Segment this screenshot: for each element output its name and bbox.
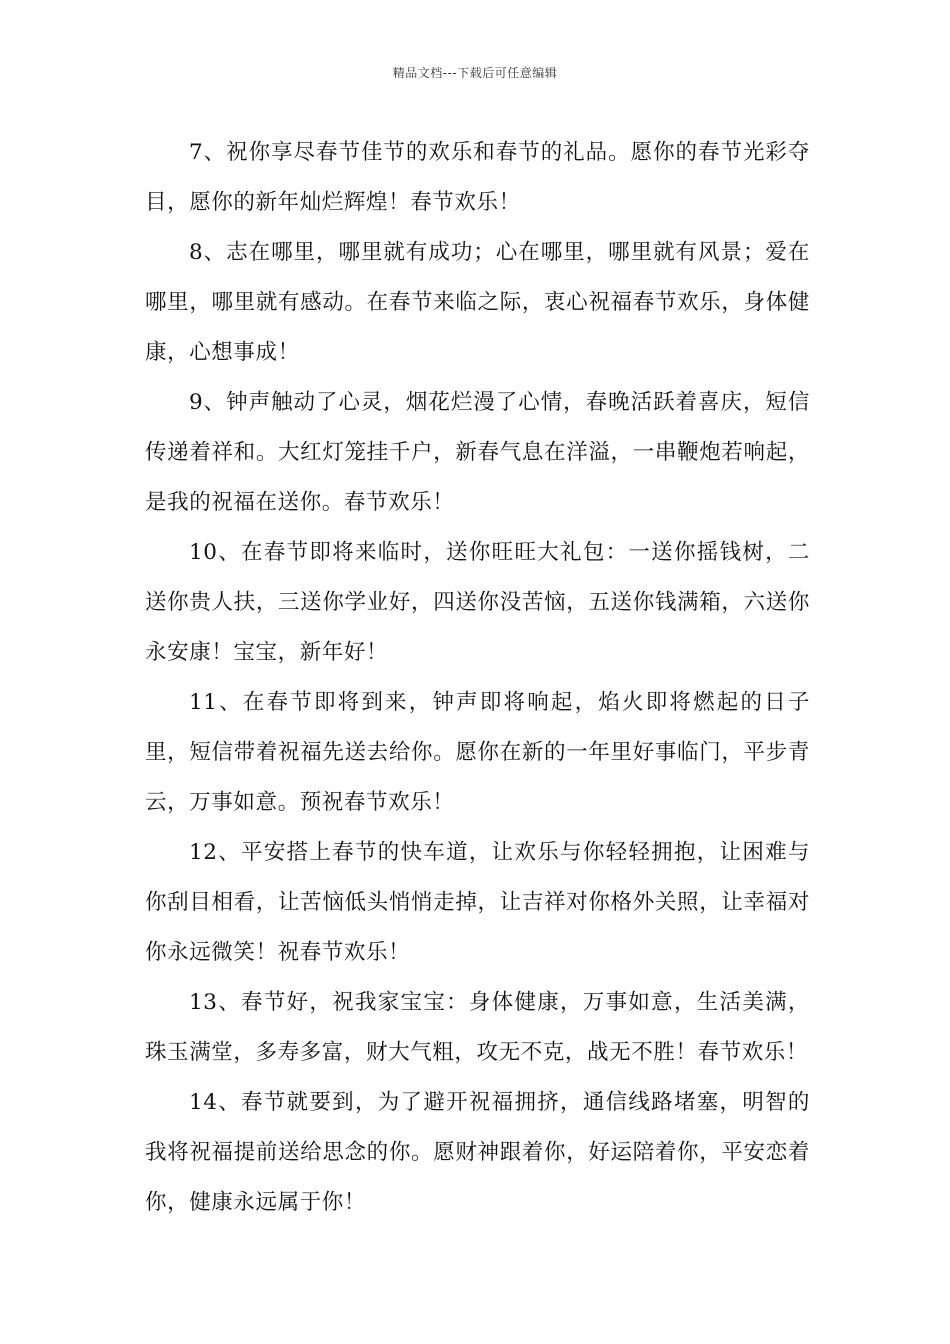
document-body	[145, 128, 810, 1228]
paragraph-10: 10、在春节即将来临时，送你旺旺大礼包：一送你摇钱树，二送你贵人扶，三送你学业好，四送你没苦恼，五送你钱满箱，六送你永安康！宝宝，新年好！	[145, 540, 810, 665]
paragraph-13: 13、春节好，祝我家宝宝：身体健康，万事如意，生活美满，珠玉满堂，多寿多富，财大气粗，攻无不克，战无不胜！春节欢乐！	[145, 990, 810, 1065]
page-header: 精品文档---下载后可任意编辑	[392, 66, 558, 80]
paragraph-12: 12、平安搭上春节的快车道，让欢乐与你轻轻拥抱，让困难与你刮目相看，让苦恼低头悄悄走掉，让吉祥对你格外关照，让幸福对你永远微笑！祝春节欢乐！	[145, 840, 810, 965]
paragraph-7: 7、祝你享尽春节佳节的欢乐和春节的礼品。愿你的春节光彩夺目，愿你的新年灿烂辉煌！春节欢乐！	[145, 140, 810, 215]
paragraph-14: 14、春节就要到，为了避开祝福拥挤，通信线路堵塞，明智的我将祝福提前送给思念的你。愿财神跟着你，好运陪着你，平安恋着你，健康永远属于你！	[145, 1090, 810, 1215]
paragraph-9: 9、钟声触动了心灵，烟花烂漫了心情，春晚活跃着喜庆，短信传递着祥和。大红灯笼挂千户，新春气息在洋溢，一串鞭炮若响起，是我的祝福在送你。春节欢乐！	[145, 390, 810, 515]
paragraph-11: 11、在春节即将到来，钟声即将响起，焰火即将燃起的日子里，短信带着祝福先送去给你。愿你在新的一年里好事临门，平步青云，万事如意。预祝春节欢乐！	[145, 690, 810, 815]
paragraph-8: 8、志在哪里，哪里就有成功；心在哪里，哪里就有风景；爱在哪里，哪里就有感动。在春节来临之际，衷心祝福春节欢乐，身体健康，心想事成！	[145, 240, 810, 365]
